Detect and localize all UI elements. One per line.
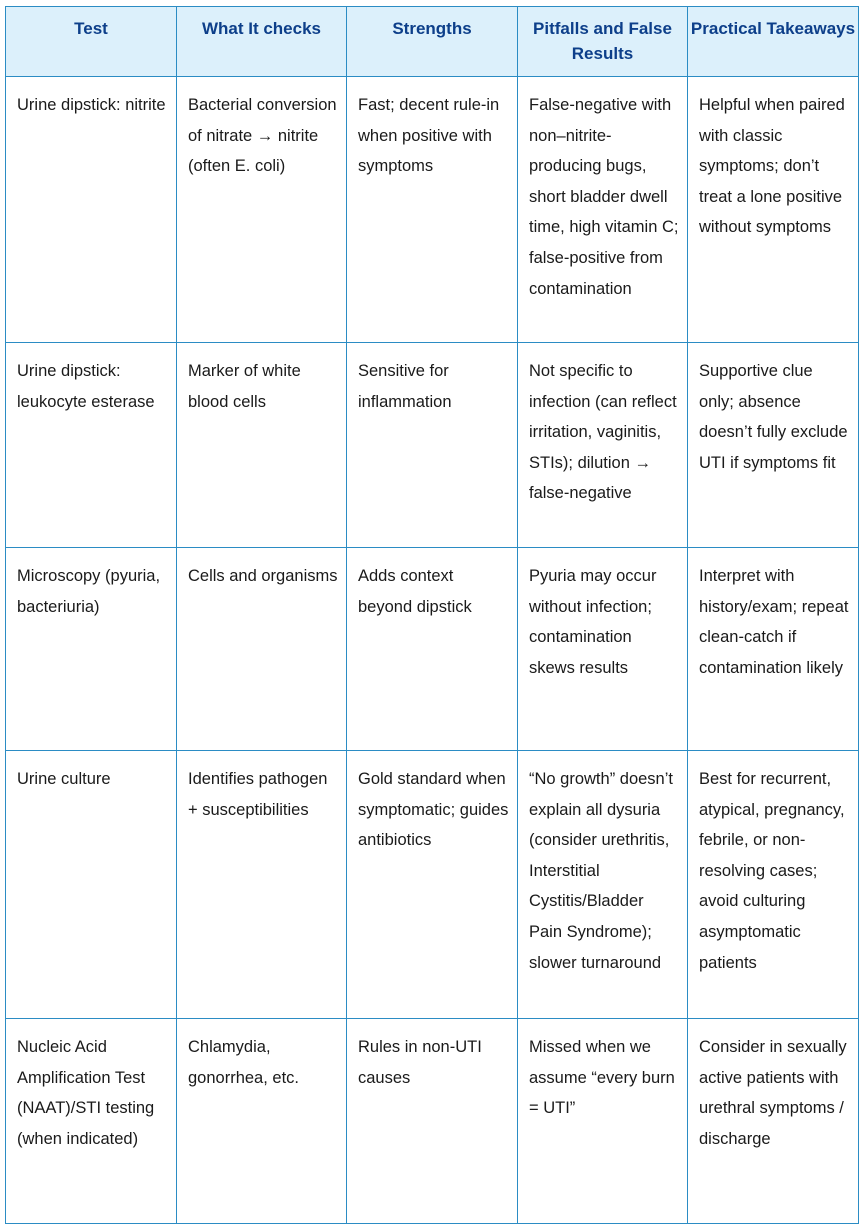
cell-test: Nucleic Acid Amplification Test (NAAT)/STI testing (when indicated) — [6, 1019, 177, 1224]
cell-checks: Identifies pathogen + susceptibilities — [177, 751, 347, 1019]
cell-test: Urine culture — [6, 751, 177, 1019]
header-row — [6, 7, 859, 77]
cell-pitfalls: False-negative with non–nitrite-producing bugs, short bladder dwell time, high vitamin C; false-positive from contamination — [518, 77, 688, 343]
cell-strengths: Gold standard when symptomatic; guides antibiotics — [347, 751, 518, 1019]
cell-strengths: Rules in non-UTI causes — [347, 1019, 518, 1224]
cell-takeaways: Supportive clue only; absence doesn’t fully exclude UTI if symptoms fit — [688, 343, 859, 548]
table-row — [6, 548, 859, 751]
header-test: Test — [6, 7, 177, 77]
header-strengths: Strengths — [347, 7, 518, 77]
cell-checks: Cells and organisms — [177, 548, 347, 751]
header-pitfalls: Pitfalls and False Results — [518, 7, 688, 77]
cell-pitfalls: Pyuria may occur without infection; contamination skews results — [518, 548, 688, 751]
table-row — [6, 751, 859, 1019]
table-row — [6, 1019, 859, 1224]
header-what-it-checks: What It checks — [177, 7, 347, 77]
cell-strengths: Sensitive for inflammation — [347, 343, 518, 548]
table-row — [6, 343, 859, 548]
cell-pitfalls: Missed when we assume “every burn = UTI” — [518, 1019, 688, 1224]
cell-pitfalls: “No growth” doesn’t explain all dysuria (consider urethritis, Interstitial Cystitis/Bladder Pain Syndrome); slower turnaround — [518, 751, 688, 1019]
table-row — [6, 77, 859, 343]
cell-takeaways: Interpret with history/exam; repeat clean-catch if contamination likely — [688, 548, 859, 751]
cell-checks: Bacterial conversion of nitrate → nitrite (often E. coli) — [177, 77, 347, 343]
uti-diagnostic-tests-table — [5, 6, 859, 1224]
cell-takeaways: Consider in sexually active patients with urethral symptoms / discharge — [688, 1019, 859, 1224]
cell-takeaways: Best for recurrent, atypical, pregnancy, febrile, or non-resolving cases; avoid culturing asymptomatic patients — [688, 751, 859, 1019]
cell-strengths: Adds context beyond dipstick — [347, 548, 518, 751]
header-practical-takeaways: Practical Takeaways — [688, 7, 859, 77]
cell-checks: Chlamydia, gonorrhea, etc. — [177, 1019, 347, 1224]
cell-strengths: Fast; decent rule-in when positive with symptoms — [347, 77, 518, 343]
cell-test: Microscopy (pyuria, bacteriuria) — [6, 548, 177, 751]
cell-checks: Marker of white blood cells — [177, 343, 347, 548]
cell-test: Urine dipstick: leukocyte esterase — [6, 343, 177, 548]
cell-pitfalls: Not specific to infection (can reflect irritation, vaginitis, STIs); dilution → false-negative — [518, 343, 688, 548]
cell-takeaways: Helpful when paired with classic symptoms; don’t treat a lone positive without symptoms — [688, 77, 859, 343]
cell-test: Urine dipstick: nitrite — [6, 77, 177, 343]
